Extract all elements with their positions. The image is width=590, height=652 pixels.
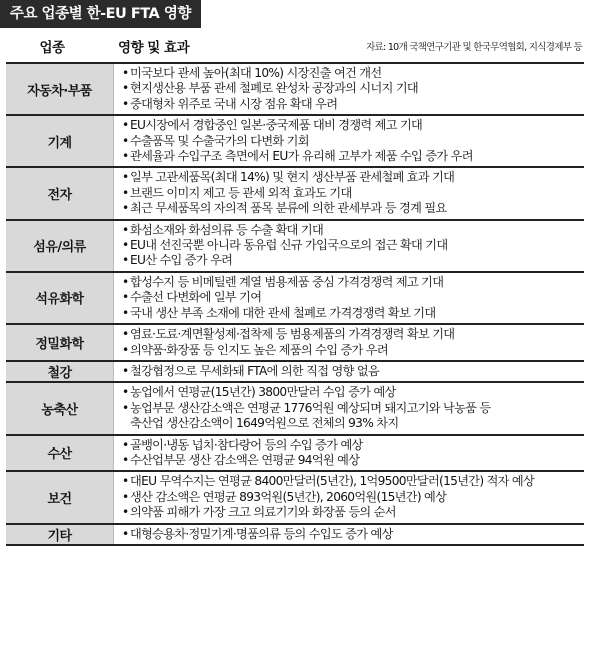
impact-item-text: 국내 생산 부족 소재에 대한 관세 철폐로 가격경쟁력 확보 기대: [130, 305, 436, 320]
impact-item: [122, 253, 578, 268]
table-row: [6, 523, 584, 546]
impact-item-text: 대형승용차·정밀기계·명품의류 등의 수입도 증가 예상: [130, 526, 393, 541]
impact-item: [122, 275, 578, 290]
industry-category: 철강: [6, 362, 114, 381]
impact-item-text: 중대형차 위주로 국내 시장 점유 확대 우려: [130, 96, 338, 111]
industry-category: 기계: [6, 116, 114, 166]
impact-item: [122, 401, 578, 416]
bullet-icon: •: [122, 385, 129, 400]
bullet-icon: •: [122, 452, 129, 467]
impact-list: [114, 168, 584, 218]
industry-category: 보건: [6, 472, 114, 522]
bullet-icon: •: [122, 305, 129, 320]
impact-item: [122, 343, 578, 358]
impact-item-text: 의약품 피해가 가장 크고 의료기기와 화장품 등의 순서: [130, 505, 396, 520]
impact-list: [114, 116, 584, 166]
bullet-icon: •: [122, 66, 129, 80]
impact-item: [122, 505, 578, 520]
impact-item: [122, 81, 578, 96]
table-row: [6, 219, 584, 271]
impact-item: [122, 118, 578, 133]
bullet-icon: •: [122, 474, 129, 489]
impact-item-text: EU산 수입 증가 우려: [130, 253, 233, 268]
bullet-icon: •: [122, 253, 129, 268]
table-row: [6, 271, 584, 323]
impact-list: [114, 472, 584, 522]
bullet-icon: •: [122, 290, 129, 305]
impact-item-text: 화섬소재와 화섬의류 등 수출 확대 기대: [130, 222, 324, 237]
industry-category: 농축산: [6, 383, 114, 433]
impact-item-text: 일부 고관세품목(최대 14%) 및 현지 생산부품 관세철폐 효과 기대: [130, 170, 455, 185]
impact-list: [114, 383, 584, 433]
impact-item-text: 의약품·화장품 등 인지도 높은 제품의 수입 증가 우려: [130, 342, 388, 357]
impact-column-header: 영향 및 효과: [118, 40, 190, 56]
impact-item: [122, 474, 578, 489]
bullet-icon: •: [122, 201, 129, 216]
impact-list: [114, 64, 584, 114]
impact-item-text: 농업부문 생산감소액은 연평균 1776억원 예상되며 돼지고기와 낙농품 등: [130, 400, 491, 415]
impact-item-text: 철강협정으로 무세화돼 FTA에 의한 직접 영향 없음: [130, 363, 379, 378]
industry-category: 섬유/의류: [6, 221, 114, 271]
table-header: [0, 36, 590, 56]
table-row: [6, 62, 584, 114]
impact-item: [122, 416, 578, 431]
impact-item: [122, 364, 578, 379]
impact-item: [122, 385, 578, 400]
impact-item-text: 대EU 무역수지는 연평균 8400만달러(5년간), 1억9500만달러(15년간) 적자 예상: [130, 474, 535, 489]
impact-item: [122, 170, 578, 185]
industry-category: 석유화학: [6, 273, 114, 323]
impact-item: [122, 201, 578, 216]
impact-item-text: 축산업 생산감소액이 1649억원으로 전체의 93% 차지: [130, 416, 399, 431]
impact-item: [122, 327, 578, 342]
impact-item: [122, 97, 578, 112]
bullet-icon: •: [122, 96, 129, 111]
table-row: [6, 360, 584, 381]
bullet-icon: •: [122, 170, 129, 185]
impact-item: [122, 453, 578, 468]
impact-item-text: 농업에서 연평균(15년간) 3800만달러 수입 증가 예상: [130, 385, 396, 400]
impact-item: [122, 134, 578, 149]
impact-item: [122, 527, 578, 542]
bullet-icon: •: [122, 149, 129, 164]
impact-item-text: 최근 무세품목의 자의적 품목 분류에 의한 관세부과 등 경계 필요: [130, 201, 447, 216]
category-column-header: 업종: [39, 40, 65, 56]
bullet-icon: •: [122, 437, 129, 452]
impact-item-text: EU시장에서 경합중인 일본·중국제품 대비 경쟁력 제고 기대: [130, 118, 423, 133]
impact-item-text: 관세율과 수입구조 측면에서 EU가 유리해 고부가 제품 수입 증가 우려: [130, 149, 473, 164]
bullet-icon: •: [122, 81, 129, 96]
industry-category: 자동차·부품: [6, 64, 114, 114]
industry-category: 기타: [6, 525, 114, 544]
bullet-icon: •: [122, 342, 129, 357]
table-row: [6, 114, 584, 166]
table-row: [6, 434, 584, 471]
impact-list: [114, 436, 584, 471]
impact-item-text: 합성수지 등 비메틸렌 계열 범용제품 중심 가격경쟁력 제고 기대: [130, 274, 444, 289]
bullet-icon: •: [122, 400, 129, 415]
bullet-icon: •: [122, 185, 129, 200]
impact-item: [122, 490, 578, 505]
bullet-icon: •: [122, 133, 129, 148]
bullet-icon: •: [122, 363, 129, 378]
table-row: [6, 381, 584, 433]
impact-item: [122, 186, 578, 201]
impact-item-text: 염료·도료·계면활성제·접착제 등 범용제품의 가격경쟁력 확보 기대: [130, 327, 455, 342]
table-row: [6, 470, 584, 522]
table-row: [6, 166, 584, 218]
impact-item: [122, 66, 578, 81]
impact-item: [122, 306, 578, 321]
impact-item: [122, 149, 578, 164]
impact-list: [114, 325, 584, 360]
impact-item-text: 현지생산용 부품 관세 철폐로 완성차 공장과의 시너지 기대: [130, 81, 418, 96]
bullet-icon: •: [122, 489, 129, 504]
table-row: [6, 323, 584, 360]
industry-category: 정밀화학: [6, 325, 114, 360]
impact-list: [114, 362, 584, 381]
impact-item-text: 생산 감소액은 연평균 893억원(5년간), 2060억원(15년간) 예상: [130, 489, 447, 504]
impact-item: [122, 438, 578, 453]
impact-item-text: 수산업부문 생산 감소액은 연평균 94억원 예상: [130, 452, 360, 467]
table-title: 주요 업종별 한-EU FTA 영향: [0, 0, 201, 28]
impact-item-text: 수출품목 및 수출국가의 다변화 기회: [130, 133, 309, 148]
industry-table: [6, 62, 584, 546]
impact-item-text: EU내 선진국뿐 아니라 동유럽 신규 가입국으로의 접근 확대 기대: [130, 238, 448, 253]
impact-item: [122, 290, 578, 305]
bullet-icon: •: [122, 222, 129, 237]
impact-item-text: 미국보다 관세 높아(최대 10%) 시장진출 여건 개선: [130, 66, 382, 80]
bullet-icon: •: [122, 505, 129, 520]
industry-category: 수산: [6, 436, 114, 471]
bullet-icon: •: [122, 526, 129, 541]
impact-list: [114, 221, 584, 271]
impact-list: [114, 525, 584, 544]
impact-item-text: 브랜드 이미지 제고 등 관세 외적 효과도 기대: [130, 185, 352, 200]
impact-item: [122, 223, 578, 238]
impact-item-text: 골뱅이·냉동 넙치·참다랑어 등의 수입 증가 예상: [130, 437, 363, 452]
industry-category: 전자: [6, 168, 114, 218]
bullet-icon: •: [122, 327, 129, 342]
bullet-icon: •: [122, 238, 129, 253]
source-note: 자료: 10개 국책연구기관 및 한국무역협회, 지식경제부 등: [366, 42, 582, 53]
impact-item: [122, 238, 578, 253]
impact-item-text: 수출선 다변화에 일부 기여: [130, 290, 262, 305]
impact-list: [114, 273, 584, 323]
bullet-icon: •: [122, 118, 129, 133]
bullet-icon: •: [122, 274, 129, 289]
